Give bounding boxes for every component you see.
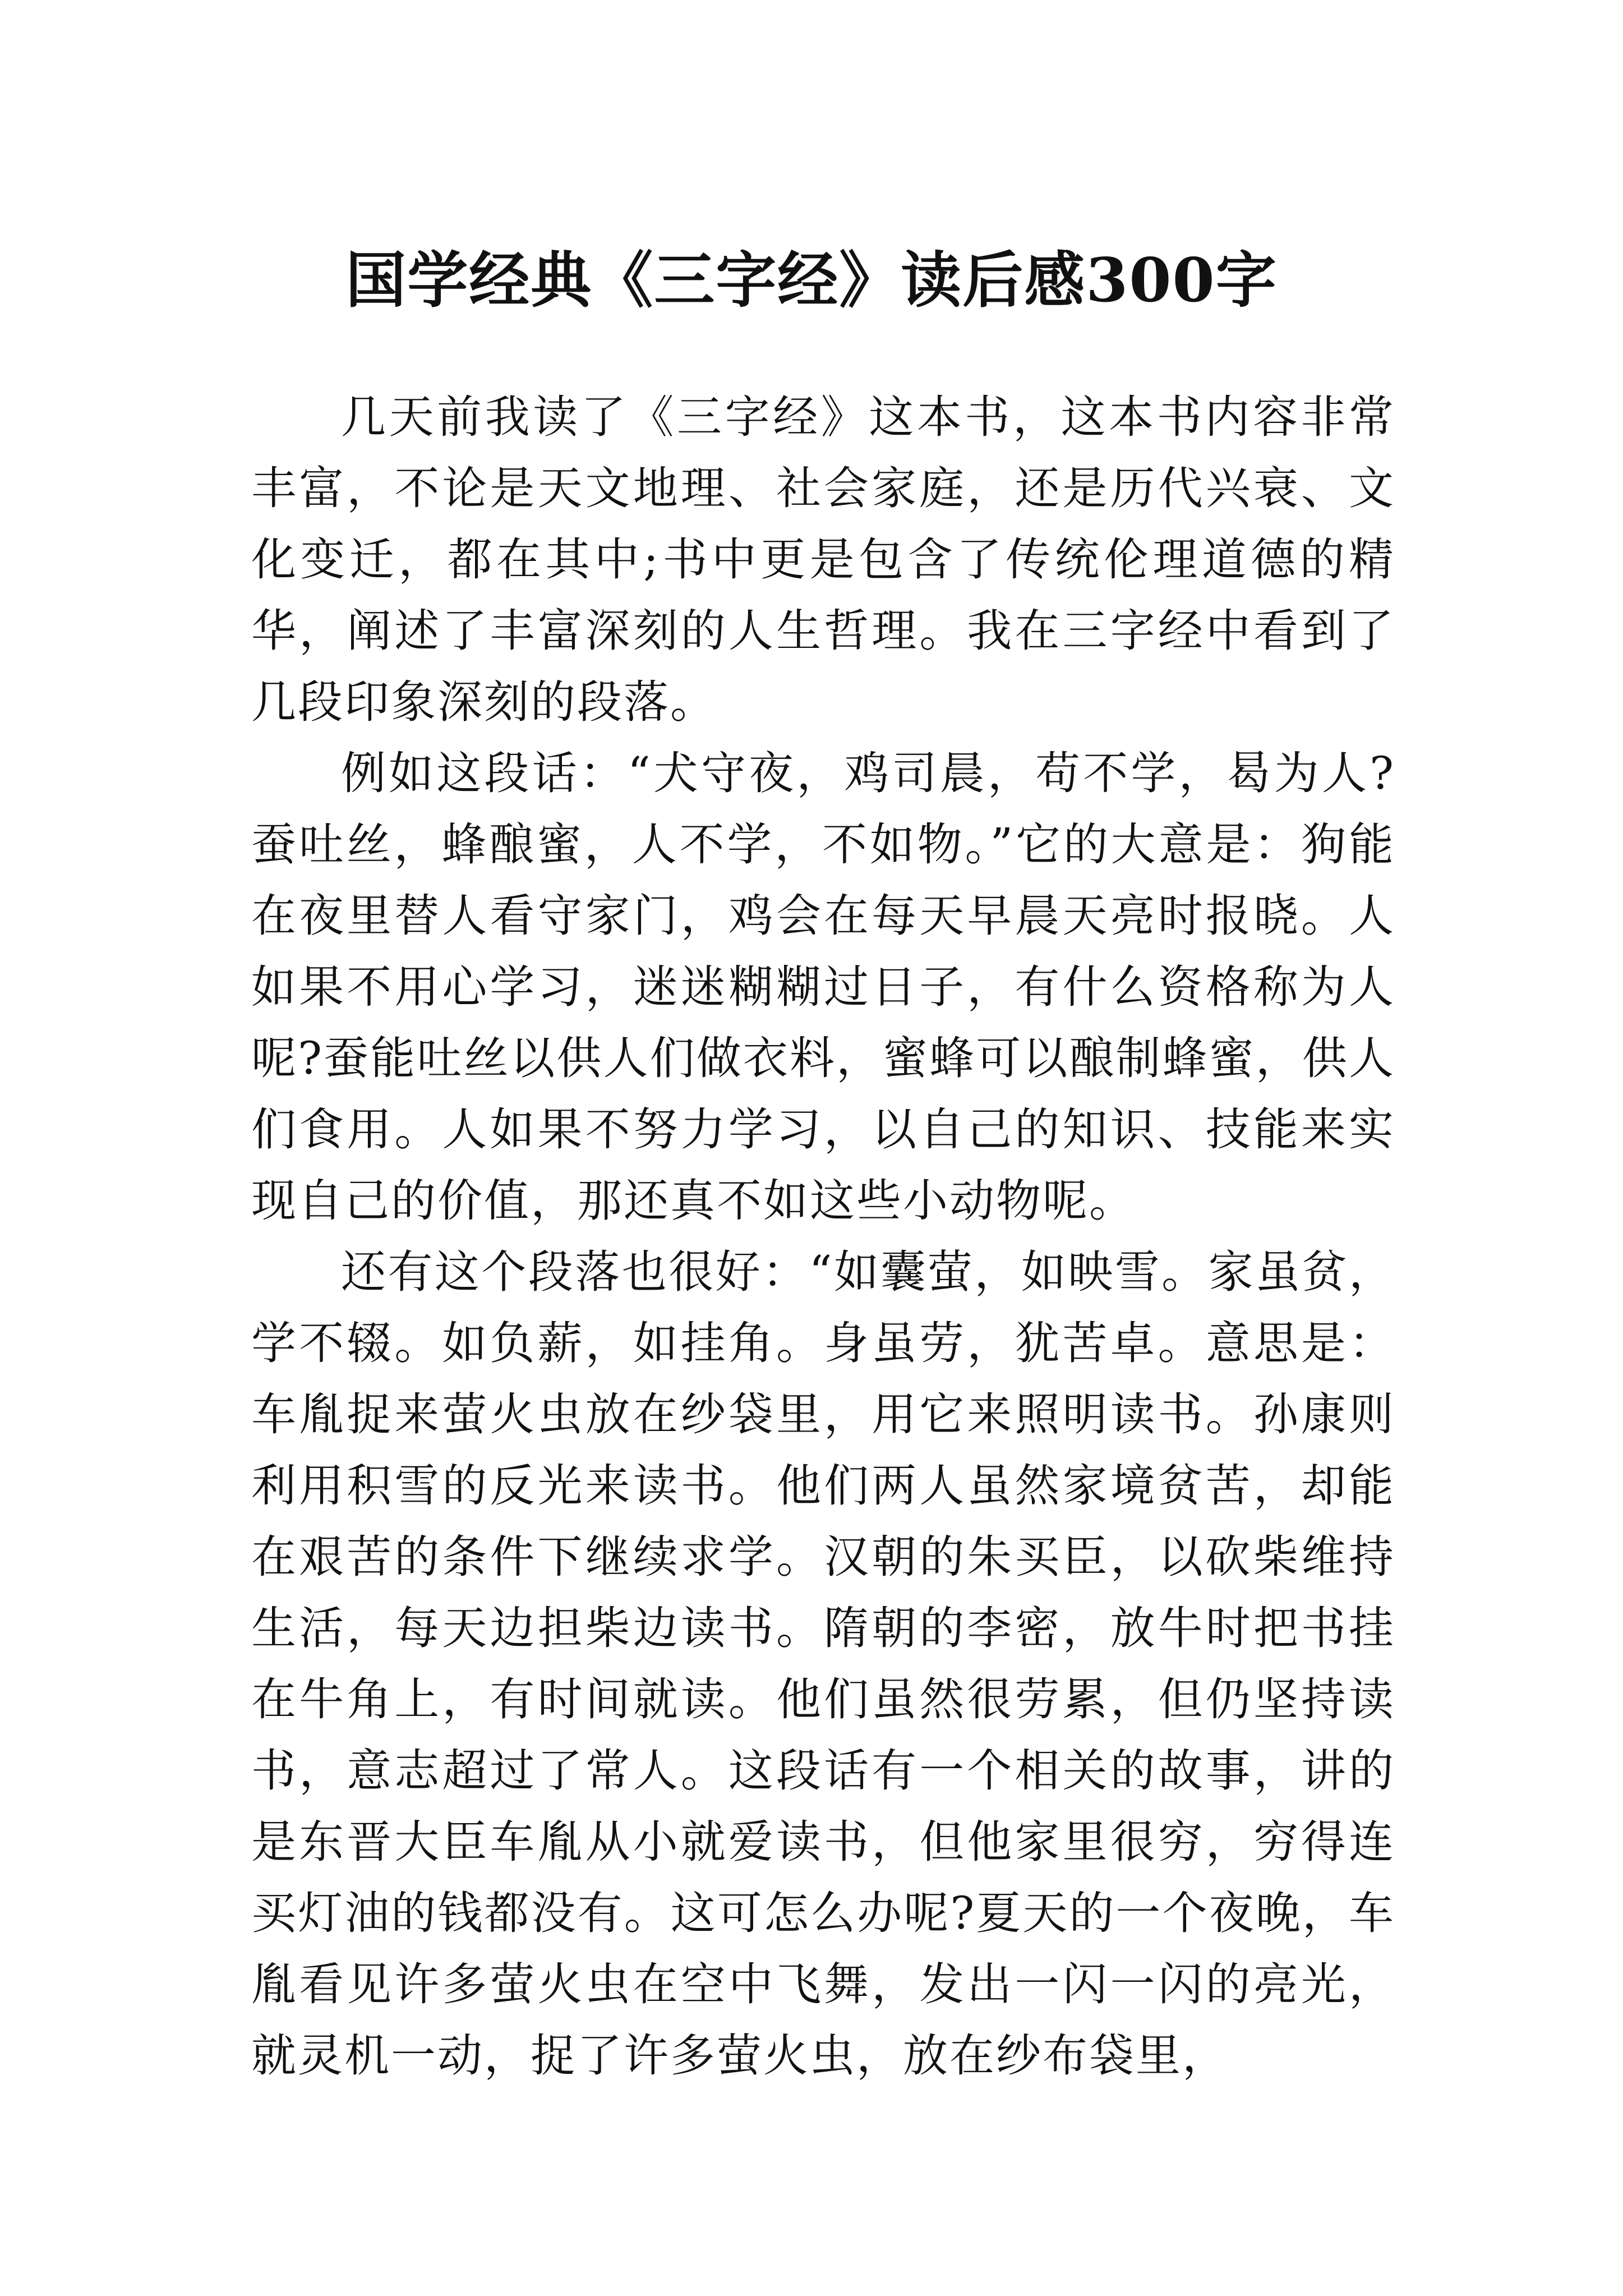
document-title: 国学经典《三字经》读后感300字 xyxy=(345,245,1278,316)
paragraph-1: 几天前我读了《三字经》这本书，这本书内容非常丰富，不论是天文地理、社会家庭，还是历代兴衰、文化变迁，都在其中;书中更是包含了传统伦理道德的精华，阐述了丰富深刻的人生哲理。我在三字经中看到了几段印象深刻的段落。 xyxy=(251,391,1395,728)
paragraph-2: 例如这段话：“犬守夜，鸡司晨，苟不学，曷为人?蚕吐丝，蜂酿蜜，人不学，不如物。”它的大意是：狗能在夜里替人看守家门，鸡会在每天早晨天亮时报晓。人如果不用心学习，迷迷糊糊过日子，有什么资格称为人呢?蚕能吐丝以供人们做衣料，蜜蜂可以酿制蜂蜜，供人们食用。人如果不努力学习，以自己的知识、技能来实现自己的价值，那还真不如这些小动物呢。 xyxy=(251,747,1395,1227)
document-body xyxy=(251,381,1395,2091)
paragraph-3: 还有这个段落也很好：“如囊萤，如映雪。家虽贫，学不辍。如负薪，如挂角。身虽劳，犹苦卓。意思是：车胤捉来萤火虫放在纱袋里，用它来照明读书。孙康则利用积雪的反光来读书。他们两人虽然家境贫苦，却能在艰苦的条件下继续求学。汉朝的朱买臣，以砍柴维持生活，每天边担柴边读书。隋朝的李密，放牛时把书挂在牛角上，有时间就读。他们虽然很劳累，但仍坚持读书，意志超过了常人。这段话有一个相关的故事，讲的是东晋大臣车胤从小就爱读书，但他家里很穷，穷得连买灯油的钱都没有。这可怎么办呢?夏天的一个夜晚，车胤看见许多萤火虫在空中飞舞，发出一闪一闪的亮光，就灵机一动，捉了许多萤火虫，放在纱布袋里， xyxy=(251,1246,1395,2082)
